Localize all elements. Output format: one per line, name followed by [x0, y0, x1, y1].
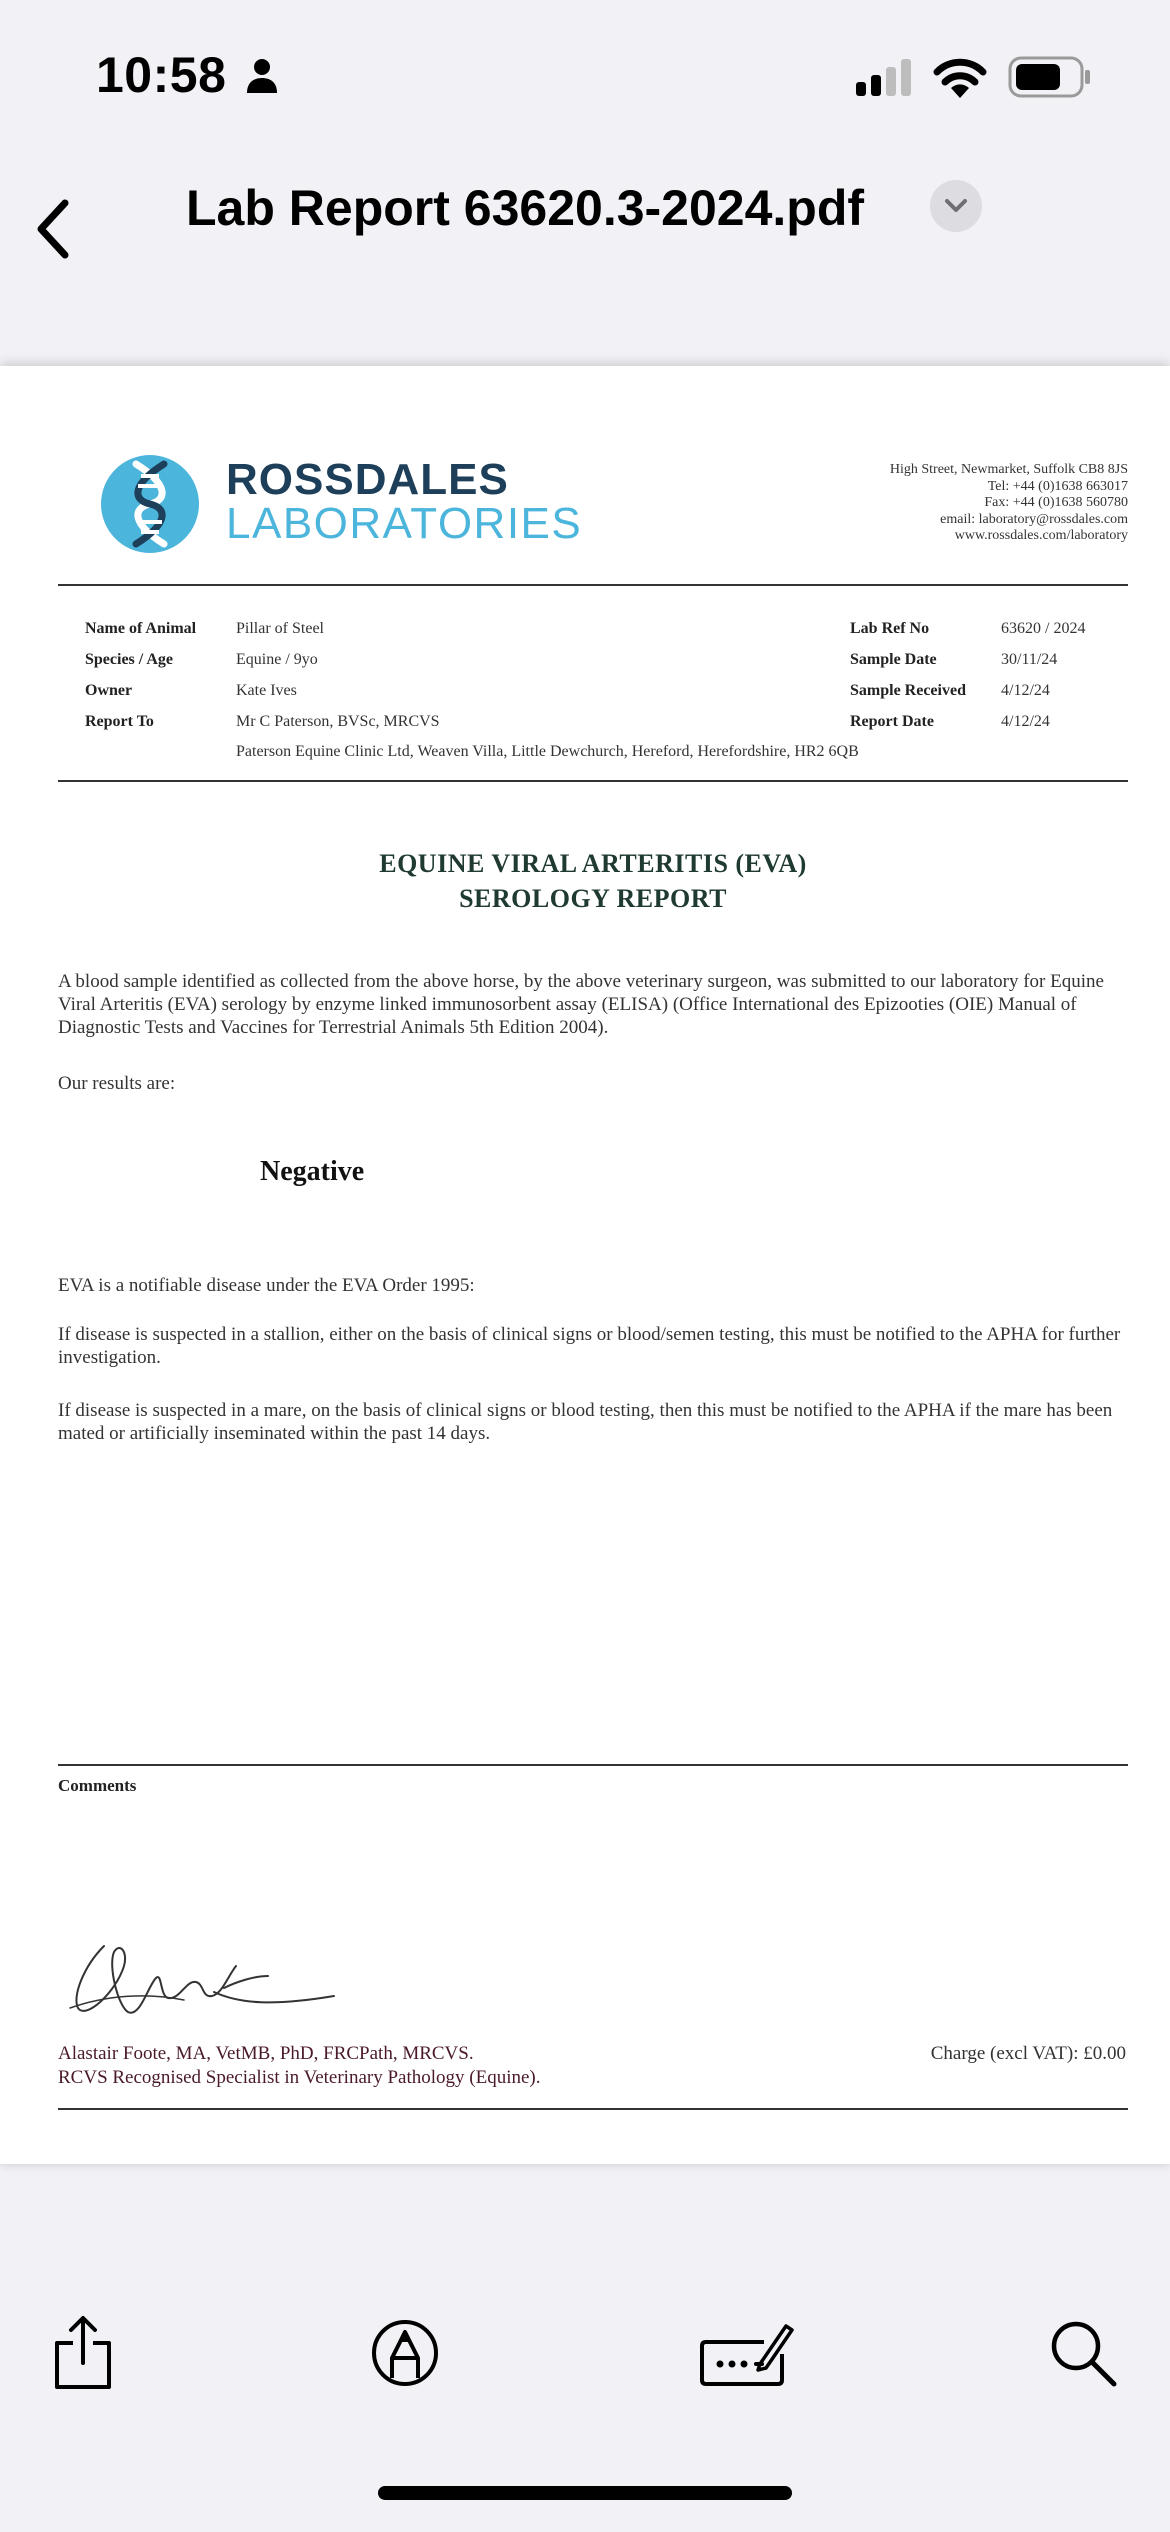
- lab-logo-name: ROSSDALES: [226, 455, 509, 504]
- address-line: Tel: +44 (0)1638 663017: [987, 478, 1128, 494]
- cellular-signal-icon: [856, 58, 916, 96]
- report-date-label: Report Date: [850, 713, 934, 730]
- sample-date-label: Sample Date: [850, 651, 937, 668]
- report-to-label: Report To: [85, 713, 154, 730]
- signature-icon: [698, 2318, 794, 2388]
- report-to-address: Paterson Equine Clinic Ltd, Weaven Villa, Little Dewchurch, Hereford, Herefordshire, HR2 6QB: [236, 743, 859, 760]
- search-icon: [1048, 2318, 1118, 2388]
- sample-date-value: 30/11/24: [1001, 651, 1058, 668]
- status-bar: [0, 0, 1170, 150]
- divider: [58, 780, 1128, 782]
- divider: [58, 1764, 1128, 1766]
- report-date-value: 4/12/24: [1001, 713, 1050, 730]
- battery-icon: [1008, 56, 1092, 98]
- report-title-line2: SEROLOGY REPORT: [459, 884, 727, 913]
- person-icon: [246, 58, 278, 94]
- bottom-toolbar: [0, 2164, 1170, 2532]
- report-title-line1: EQUINE VIRAL ARTERITIS (EVA): [379, 849, 807, 878]
- lab-address: [890, 462, 1128, 545]
- address-line: High Street, Newmarket, Suffolk CB8 8JS: [889, 462, 1128, 477]
- signer-line: Alastair Foote, MA, VetMB, PhD, FRCPath, MRCVS.: [58, 2043, 474, 2064]
- document-title[interactable]: Lab Report 63620.3-2024.pdf: [186, 180, 865, 236]
- markup-icon: [370, 2318, 440, 2388]
- address-line: www.rossdales.com/laboratory: [954, 528, 1128, 543]
- chevron-down-icon: [943, 197, 969, 215]
- signer-line: RCVS Recognised Specialist in Veterinary Pathology (Equine).: [58, 2067, 541, 2088]
- owner-value: Kate Ives: [236, 682, 297, 699]
- search-button[interactable]: [1038, 2308, 1128, 2398]
- divider: [58, 2108, 1128, 2110]
- wifi-icon: [932, 56, 988, 98]
- back-button[interactable]: [18, 174, 88, 284]
- signature-button[interactable]: [696, 2308, 796, 2398]
- signer-credentials: [58, 2042, 541, 2090]
- home-indicator[interactable]: [378, 2486, 792, 2500]
- species-age-value: Equine / 9yo: [236, 651, 318, 668]
- intro-paragraph: A blood sample identified as collected from the above horse, by the above veterinary surgeon, was submitted to our laboratory for Equine Viral Arteritis (EVA) serology by enzyme linked immunosorbent assay (ELISA) (Office International des Epizooties (OIE) Manual of Diagnostic Tests and Vaccines for Terrestrial Animals 5th Edition 2004).: [58, 971, 1104, 1038]
- handwritten-signature: [64, 1926, 344, 2026]
- owner-label: Owner: [85, 682, 133, 699]
- title-menu-button[interactable]: [930, 180, 982, 232]
- lab-logo-subname: LABORATORIES: [226, 499, 583, 548]
- lab-ref-value: 63620 / 2024: [1001, 620, 1086, 637]
- stallion-note: If disease is suspected in a stallion, either on the basis of clinical signs or blood/semen testing, this must be notified to the APHA for further investigation.: [58, 1324, 1121, 1368]
- species-age-label: Species / Age: [85, 651, 173, 668]
- charge-value: Charge (excl VAT): £0.00: [930, 2043, 1126, 2064]
- share-button[interactable]: [38, 2308, 128, 2398]
- address-line: email: laboratory@rossdales.com: [940, 511, 1128, 527]
- mare-note: If disease is suspected in a mare, on the basis of clinical signs or blood testing, then this must be notified to the APHA if the mare has been mated or artificially inseminated within the past 14 days.: [58, 1400, 1113, 1444]
- markup-button[interactable]: [360, 2308, 450, 2398]
- name-of-animal-label: Name of Animal: [85, 620, 197, 637]
- comments-label: Comments: [58, 1776, 137, 1795]
- name-of-animal-value: Pillar of Steel: [236, 620, 324, 637]
- report-to-value: Mr C Paterson, BVSc, MRCVS: [236, 713, 440, 730]
- status-time: 10:58: [96, 47, 227, 103]
- lab-ref-label: Lab Ref No: [850, 620, 930, 637]
- divider: [58, 584, 1128, 586]
- dna-logo-icon: [100, 454, 200, 554]
- results-intro: Our results are:: [58, 1073, 176, 1094]
- nav-bar: [0, 150, 1170, 360]
- pdf-page[interactable]: [0, 366, 1170, 2164]
- chevron-left-icon: [33, 197, 73, 261]
- sample-received-label: Sample Received: [850, 682, 966, 699]
- address-line: Fax: +44 (0)1638 560780: [984, 495, 1128, 510]
- test-result: Negative: [260, 1156, 365, 1187]
- sample-received-value: 4/12/24: [1001, 682, 1050, 699]
- share-icon: [51, 2315, 115, 2391]
- notifiable-note: EVA is a notifiable disease under the EVA Order 1995:: [58, 1275, 475, 1296]
